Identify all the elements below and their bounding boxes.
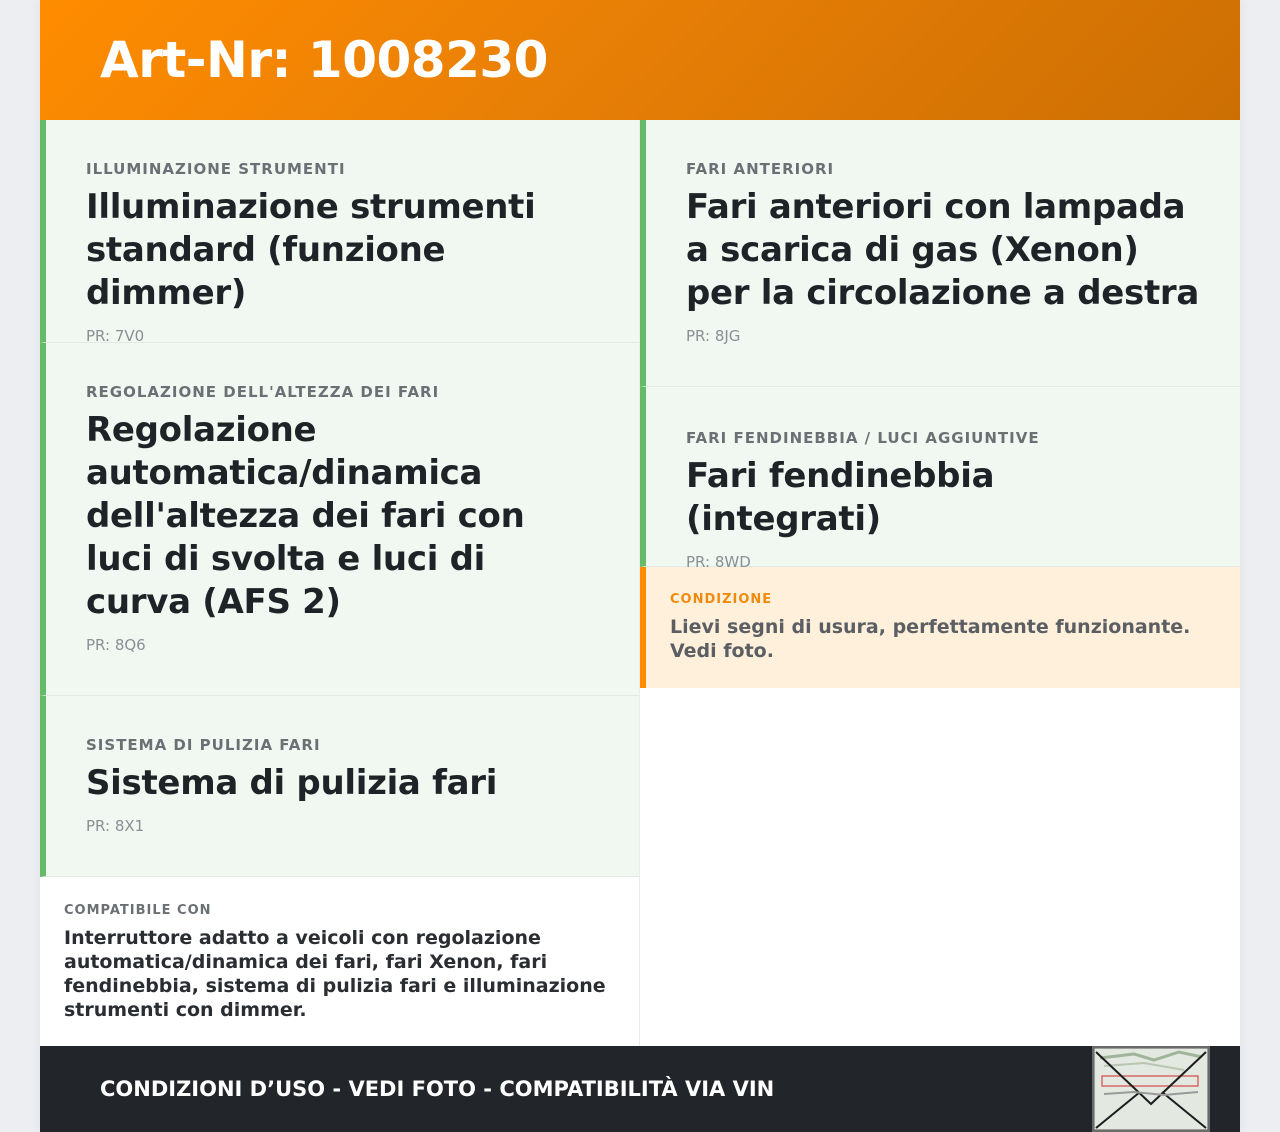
feature-name: Sistema di pulizia fari bbox=[86, 763, 498, 803]
feature-name: Fari anteriori con lampada a scarica di gas (Xenon) per la circolazione a destra bbox=[686, 187, 1200, 313]
compatibility-text: Interruttore adatto a veicoli con regolazione automatica/dinamica dei fari, fari Xenon, fari fendinebbia, sistema di pulizia fari e illuminazione strumenti con dimmer. bbox=[64, 927, 606, 1021]
compatibility-section bbox=[40, 877, 639, 1022]
condition-section bbox=[640, 567, 1240, 688]
left-column bbox=[40, 120, 640, 1046]
feature-category: SISTEMA DI PULIZIA FARI bbox=[86, 736, 321, 754]
header-bar bbox=[40, 0, 1240, 120]
feature-pr-code: PR: 8Q6 bbox=[86, 636, 146, 654]
feature-card-fog-lights bbox=[640, 387, 1240, 571]
feature-card-instrument-lighting bbox=[40, 120, 639, 343]
content-columns bbox=[40, 120, 1240, 1046]
envelope-icon bbox=[1094, 1048, 1208, 1130]
right-column bbox=[640, 120, 1240, 1046]
envelope-photo-thumbnail-icon[interactable] bbox=[1092, 1046, 1210, 1132]
feature-name: Fari fendinebbia (integrati) bbox=[686, 456, 995, 539]
feature-category: REGOLAZIONE DELL'ALTEZZA DEI FARI bbox=[86, 383, 440, 401]
feature-pr-code: PR: 7V0 bbox=[86, 327, 145, 345]
condition-text: Lievi segni di usura, perfettamente funzionante. Vedi foto. bbox=[670, 616, 1191, 662]
feature-card-headlight-leveling bbox=[40, 343, 639, 696]
article-number-title: Art-Nr: 1008230 bbox=[100, 31, 548, 89]
feature-category: ILLUMINAZIONE STRUMENTI bbox=[86, 160, 346, 178]
feature-card-xenon-headlights bbox=[640, 120, 1240, 387]
footer-text: CONDIZIONI D’USO - VEDI FOTO - COMPATIBILITÀ VIA VIN bbox=[100, 1077, 775, 1101]
feature-pr-code: PR: 8JG bbox=[686, 327, 741, 345]
condition-label: CONDIZIONE bbox=[670, 592, 773, 607]
feature-name: Regolazione automatica/dinamica dell'altezza dei fari con luci di svolta e luci di curva (AFS 2) bbox=[86, 410, 525, 622]
feature-name: Illuminazione strumenti standard (funzione dimmer) bbox=[86, 187, 536, 313]
feature-pr-code: PR: 8WD bbox=[686, 553, 751, 571]
feature-category: FARI FENDINEBBIA / LUCI AGGIUNTIVE bbox=[686, 429, 1040, 447]
feature-pr-code: PR: 8X1 bbox=[86, 817, 145, 835]
compatibility-label: COMPATIBILE CON bbox=[64, 903, 212, 918]
footer-bar bbox=[40, 1046, 1240, 1132]
listing-page bbox=[40, 0, 1240, 1132]
feature-card-headlight-washer bbox=[40, 696, 639, 877]
feature-category: FARI ANTERIORI bbox=[686, 160, 835, 178]
